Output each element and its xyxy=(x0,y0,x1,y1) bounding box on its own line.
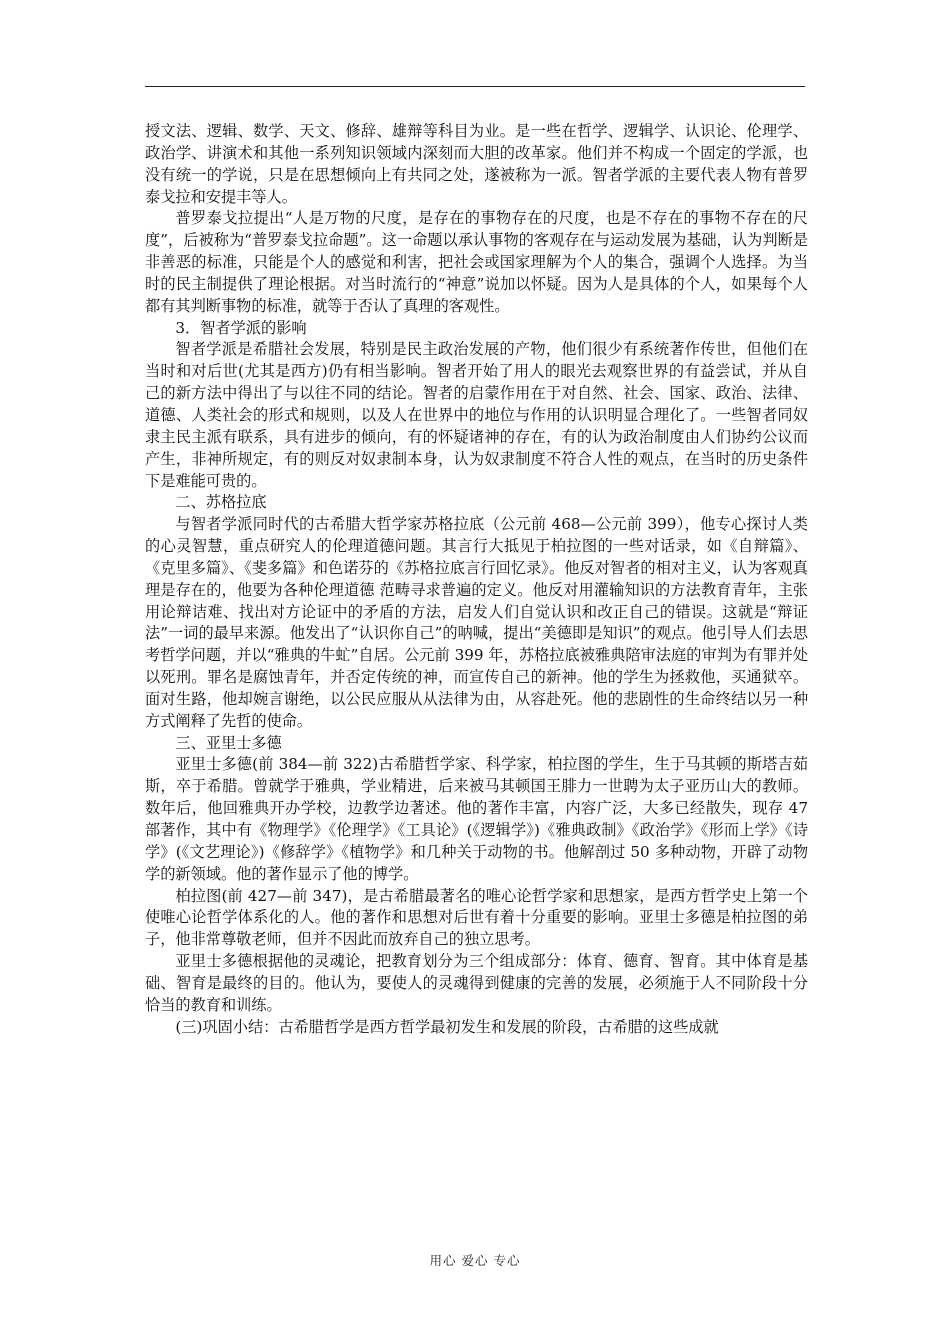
paragraph-aristotle: 亚里士多德(前 384—前 322)古希腊哲学家、科学家，柏拉图的学生，生于马其顿的斯塔吉茹斯，卒于希腊。曾就学于雅典，学业精进，后来被马其顿国王腓力一世聘为太子亚历山大的教师。数年后，他回雅典开办学校，边教学边著述。他的著作丰富，内容广泛，大多已经散失，现存 47 部著作，其中有《物理学》《伦理学》《工具论》(《逻辑学》)《雅典政制》《政治学》《形而上学》《诗学》(《文艺理论》)《修辞学》《植物学》和几种关于动物的书。他解剖过 50 多种动物，开辟了动物学的新领域。他的著作显示了他的博学。 xyxy=(145,755,808,883)
page-footer: 用心 爱心 专心 xyxy=(429,1253,521,1268)
section-heading-socrates: 二、苏格拉底 xyxy=(175,493,267,512)
header-rule xyxy=(145,86,805,87)
paragraph-sophist-influence: 智者学派是希腊社会发展，特别是民主政治发展的产物，他们很少有系统著作传世，但他们在当时和对后世(尤其是西方)仍有相当影响。智者开始了用人的眼光去观察世界的有益尝试，并从自己的新方法中得出了与以往不同的结论。智者的启蒙作用在于对自然、社会、国家、政治、法律、道德、人类社会的形式和规则，以及人在世界中的地位与作用的认识明显合理化了。一些智者同奴隶主民主派有联系，具有进步的倾向，有的怀疑诸神的存在，有的认为政治制度由人们协约公议而产生，非神所规定，有的则反对奴隶制本身，认为奴隶制度不符合人性的观点，在当时的历史条件下是难能可贵的。 xyxy=(145,340,808,490)
paragraph-protagoras: 普罗泰戈拉提出“人是万物的尺度，是存在的事物存在的尺度，也是不存在的事物不存在的尺度”，后被称为“普罗泰戈拉命题”。这一命题以承认事物的客观存在与运动发展为基础，认为判断是非善恶的标准，只能是个人的感觉和利害，把社会或国家理解为个人的集合，强调个人选择。为当时的民主制提供了理论根据。对当时流行的“神意”说加以怀疑。因为人是具体的个人，如果每个人都有其判断事物的标准，就等于否认了真理的客观性。 xyxy=(145,209,808,315)
paragraph-socrates: 与智者学派同时代的古希腊大哲学家苏格拉底（公元前 468—公元前 399），他专心探讨人类的心灵智慧，重点研究人的伦理道德问题。其言行大抵见于柏拉图的一些对话录，如《自辩篇》、《克里多篇》、《斐多篇》和色诺芬的《苏格拉底言行回忆录》。他反对智者的相对主义，认为客观真理是存在的，他要为各种伦理道德 范畴寻求普遍的定义。他反对用灌输知识的方法教育青年，主张用论辩诘难、找出对方论证中的矛盾的方法，启发人们自觉认识和改正自己的错误。这就是“辩证法”一词的最早来源。他发出了“认识你自己”的呐喊，提出“美德即是知识”的观点。他引导人们去思考哲学问题，并以“雅典的牛虻”自居。公元前 399 年，苏格拉底被雅典陪审法庭的审判为有罪并处以死刑。罪名是腐蚀青年，并否定传统的神，而宣传自己的新神。他的学生为拯救他，买通狱卒。面对生路，他却婉言谢绝，以公民应服从从法律为由，从容赴死。他的悲剧性的生命终结以另一种方式阐释了先哲的使命。 xyxy=(145,515,808,730)
document-body xyxy=(145,121,808,1038)
paragraph-plato: 柏拉图(前 427—前 347)，是古希腊最著名的唯心论哲学家和思想家，是西方哲学史上第一个使唯心论哲学体系化的人。他的著作和思想对后世有着十分重要的影响。亚里士多德是柏拉图的弟子，他非常尊敬老师，但并不因此而放弃自己的独立思考。 xyxy=(145,886,808,949)
paragraph-education: 亚里士多德根据他的灵魂论，把教育划分为三个组成部分：体育、德育、智育。其中体育是基础、智育是最终的目的。他认为，要使人的灵魂得到健康的完善的发展，必须施于人不同阶段十分恰当的教育和训练。 xyxy=(145,952,808,1014)
section-heading-aristotle: 三、亚里士多德 xyxy=(175,733,282,752)
paragraph-summary: (三)巩固小结：古希腊哲学是西方哲学最初发生和发展的阶段，古希腊的这些成就 xyxy=(175,1017,719,1036)
subheading-sophist-influence: 3．智者学派的影响 xyxy=(175,318,307,337)
paragraph-sophist-intro: 授文法、逻辑、数学、天文、修辞、雄辩等科目为业。是一些在哲学、逻辑学、认识论、伦理学、政治学、讲演术和其他一系列知识领域内深刻而大胆的改革家。他们并不构成一个固定的学派，也没有统一的学说，只是在思想倾向上有共同之处，遂被称为一派。智者学派的主要代表人物有普罗泰戈拉和安提丰等人。 xyxy=(145,122,808,206)
